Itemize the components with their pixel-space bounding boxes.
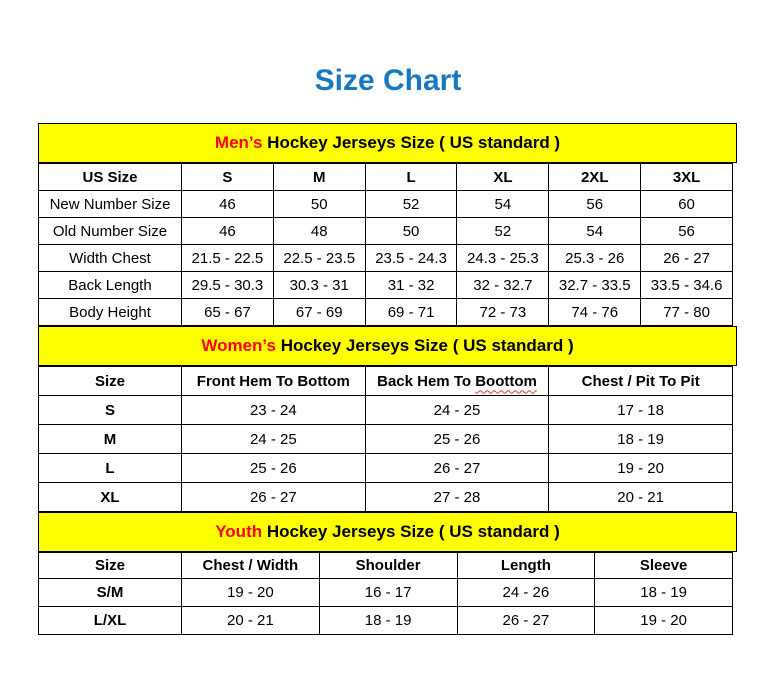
mens-banner-accent: Men’s	[214, 133, 263, 152]
size-value: 25 - 26	[365, 425, 549, 454]
size-value: 24 - 25	[365, 396, 549, 425]
table-row	[39, 396, 733, 425]
size-value: 72 - 73	[457, 299, 549, 326]
size-value: 26 - 27	[365, 454, 549, 483]
column-header: US Size	[39, 164, 182, 191]
mens-header-row	[39, 164, 733, 191]
size-value: 31 - 32	[365, 272, 457, 299]
size-value: 52	[365, 191, 457, 218]
column-header: Size	[39, 367, 182, 396]
size-value: 77 - 80	[641, 299, 733, 326]
youth-section-banner	[38, 512, 737, 552]
size-value: 17 - 18	[549, 396, 733, 425]
table-row	[39, 191, 733, 218]
mens-size-table	[38, 163, 733, 326]
size-value: 21.5 - 22.5	[182, 245, 274, 272]
size-value: 26 - 27	[457, 607, 595, 635]
column-header: M	[273, 164, 365, 191]
size-value: 19 - 20	[549, 454, 733, 483]
womens-header-row	[39, 367, 733, 396]
size-value: 74 - 76	[549, 299, 641, 326]
size-value: 26 - 27	[641, 245, 733, 272]
size-value: 69 - 71	[365, 299, 457, 326]
womens-section-banner	[38, 326, 737, 366]
size-value: 65 - 67	[182, 299, 274, 326]
size-value: 20 - 21	[182, 607, 320, 635]
size-value: 67 - 69	[273, 299, 365, 326]
size-value: 48	[273, 218, 365, 245]
row-label: Body Height	[39, 299, 182, 326]
column-header-text: Back Hem To	[377, 372, 476, 390]
size-value: 23.5 - 24.3	[365, 245, 457, 272]
row-label: Old Number Size	[39, 218, 182, 245]
size-value: 18 - 19	[549, 425, 733, 454]
table-row	[39, 299, 733, 326]
size-value: 50	[365, 218, 457, 245]
table-row	[39, 245, 733, 272]
column-header: 2XL	[549, 164, 641, 191]
table-row	[39, 483, 733, 512]
column-header: Chest / Pit To Pit	[549, 367, 733, 396]
column-header: Size	[39, 553, 182, 579]
size-value: 19 - 20	[182, 579, 320, 607]
size-value: 16 - 17	[319, 579, 457, 607]
size-value: 20 - 21	[549, 483, 733, 512]
size-chart	[38, 123, 733, 635]
size-value: 26 - 27	[182, 483, 366, 512]
size-value: 27 - 28	[365, 483, 549, 512]
table-row	[39, 272, 733, 299]
column-header: Shoulder	[319, 553, 457, 579]
size-value: 25 - 26	[182, 454, 366, 483]
mens-section-banner	[38, 123, 737, 163]
column-header: XL	[457, 164, 549, 191]
size-value: 24.3 - 25.3	[457, 245, 549, 272]
row-label: S	[39, 396, 182, 425]
column-header: L	[365, 164, 457, 191]
row-label: XL	[39, 483, 182, 512]
size-value: 46	[182, 218, 274, 245]
row-label: S/M	[39, 579, 182, 607]
size-value: 19 - 20	[595, 607, 733, 635]
column-header: Front Hem To Bottom	[182, 367, 366, 396]
size-value: 33.5 - 34.6	[641, 272, 733, 299]
row-label: Back Length	[39, 272, 182, 299]
column-header	[365, 367, 549, 396]
mens-banner-text: Hockey Jerseys Size ( US standard )	[262, 133, 561, 152]
row-label: L	[39, 454, 182, 483]
youth-header-row	[39, 553, 733, 579]
table-row	[39, 579, 733, 607]
womens-banner-text: Hockey Jerseys Size ( US standard )	[275, 336, 574, 355]
page-title: Size Chart	[314, 64, 462, 97]
youth-banner-accent: Youth	[215, 522, 263, 541]
table-row	[39, 607, 733, 635]
column-header: S	[182, 164, 274, 191]
misspelled-word: Boottom	[475, 372, 537, 390]
size-value: 25.3 - 26	[549, 245, 641, 272]
row-label: L/XL	[39, 607, 182, 635]
column-header: Sleeve	[595, 553, 733, 579]
size-value: 52	[457, 218, 549, 245]
size-value: 50	[273, 191, 365, 218]
row-label: M	[39, 425, 182, 454]
table-row	[39, 454, 733, 483]
column-header: Length	[457, 553, 595, 579]
column-header: Chest / Width	[182, 553, 320, 579]
womens-banner-accent: Women’s	[201, 336, 276, 355]
size-value: 54	[457, 191, 549, 218]
table-row	[39, 425, 733, 454]
youth-size-table	[38, 552, 733, 635]
size-value: 54	[549, 218, 641, 245]
size-value: 22.5 - 23.5	[273, 245, 365, 272]
size-value: 56	[641, 218, 733, 245]
size-value: 23 - 24	[182, 396, 366, 425]
youth-banner-text: Hockey Jerseys Size ( US standard )	[262, 522, 560, 541]
size-value: 60	[641, 191, 733, 218]
row-label: New Number Size	[39, 191, 182, 218]
column-header: 3XL	[641, 164, 733, 191]
size-value: 18 - 19	[319, 607, 457, 635]
table-row	[39, 218, 733, 245]
size-value: 29.5 - 30.3	[182, 272, 274, 299]
size-value: 24 - 26	[457, 579, 595, 607]
size-value: 56	[549, 191, 641, 218]
size-value: 30.3 - 31	[273, 272, 365, 299]
size-value: 24 - 25	[182, 425, 366, 454]
size-value: 46	[182, 191, 274, 218]
womens-size-table	[38, 366, 733, 512]
size-value: 32.7 - 33.5	[549, 272, 641, 299]
size-value: 18 - 19	[595, 579, 733, 607]
row-label: Width Chest	[39, 245, 182, 272]
size-value: 32 - 32.7	[457, 272, 549, 299]
